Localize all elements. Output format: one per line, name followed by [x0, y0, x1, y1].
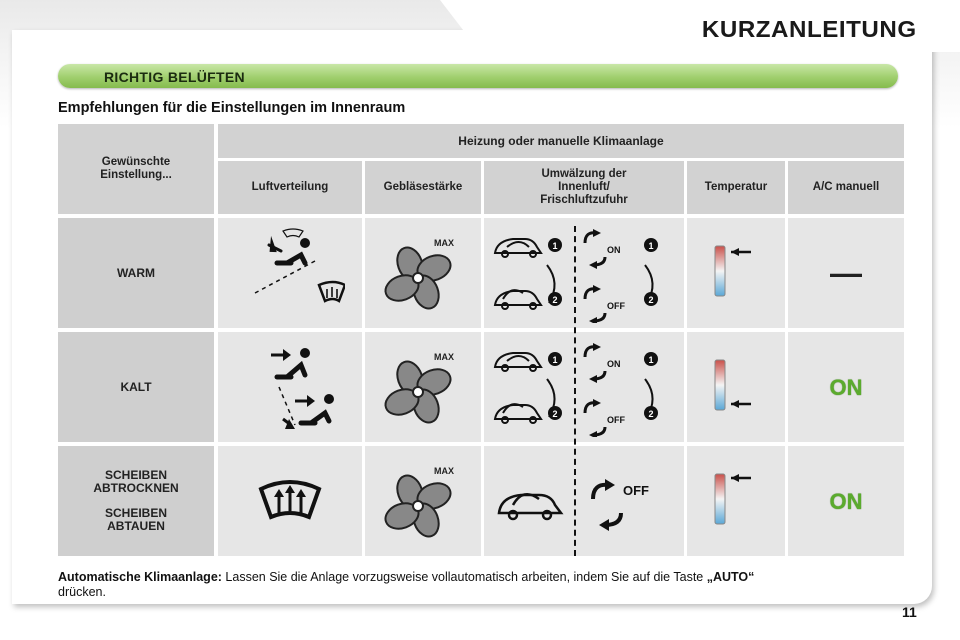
col-header-luftverteilung: Luftverteilung [218, 161, 362, 214]
fan-max-label: MAX [434, 466, 454, 476]
recirculation-divider [574, 226, 576, 556]
fan-max-label: MAX [434, 352, 454, 362]
temperature-gauge-hot-icon [701, 238, 771, 308]
row-label-defrost [58, 446, 214, 556]
footer-lead: Automatische Klimaanlage: [58, 570, 222, 584]
footer-note [58, 570, 918, 600]
step-2-badge: 2 [552, 295, 558, 305]
ac-off-dash: — [830, 254, 862, 291]
corner-header-label: Gewünschte Einstellung... [100, 156, 172, 181]
step-1-badge: 1 [648, 355, 654, 365]
col-header-umwaelzung-label: Umwälzung der Innenluft/ Frischluftzufuhr [540, 168, 628, 206]
fan-max-icon [378, 228, 468, 318]
temperature-gauge-hot-icon [701, 466, 771, 536]
cell-kalt-ac [788, 332, 904, 442]
row-label-warm: WARM [58, 218, 214, 328]
ac-on-badge: ON [829, 488, 863, 514]
fan-max-icon [378, 342, 468, 432]
cell-kalt-air-distribution [218, 332, 362, 442]
recirc-on-label: ON [607, 359, 621, 369]
fan-max-icon [378, 456, 468, 546]
fan-max-label: MAX [434, 238, 454, 248]
table-subtitle: Empfehlungen für die Einstellungen im Innenraum [58, 100, 406, 116]
cell-warm-temperature [687, 218, 785, 328]
recirc-off-label: OFF [623, 483, 649, 498]
cell-warm-fan [365, 218, 481, 328]
section-title: RICHTIG BELÜFTEN [104, 69, 245, 85]
cell-kalt-fan [365, 332, 481, 442]
recirc-on-label: ON [607, 245, 621, 255]
cell-defrost-recirculation [484, 446, 684, 556]
footer-auto-key: „AUTO“ [706, 570, 755, 584]
recirculation-sequence-icon [489, 337, 679, 437]
step-2-badge: 2 [648, 409, 654, 419]
recirc-off-label: OFF [607, 415, 625, 425]
step-1-badge: 1 [552, 241, 558, 251]
col-header-temperatur: Temperatur [687, 161, 785, 214]
cell-defrost-air-distribution [218, 446, 362, 556]
cell-defrost-fan [365, 446, 481, 556]
col-header-umwaelzung [484, 161, 684, 214]
row-label-abtauen: SCHEIBEN ABTAUEN [104, 506, 167, 533]
step-2-badge: 2 [552, 409, 558, 419]
ac-on-badge: ON [829, 374, 863, 400]
recirculation-sequence-icon [489, 223, 679, 323]
air-distribution-feet-windscreen-icon [235, 223, 345, 323]
cell-kalt-temperature [687, 332, 785, 442]
page-title: KURZANLEITUNG [702, 16, 918, 42]
group-header: Heizung oder manuelle Klimaanlage [218, 124, 904, 158]
settings-table [58, 124, 904, 556]
footer-tail: drücken. [58, 585, 106, 599]
step-2-badge: 2 [648, 295, 654, 305]
air-distribution-face-icon [235, 337, 345, 437]
fresh-air-recirc-off-icon [489, 461, 679, 541]
step-1-badge: 1 [648, 241, 654, 251]
cell-warm-ac [788, 218, 904, 328]
cell-kalt-recirculation [484, 332, 684, 442]
recirc-off-label: OFF [607, 301, 625, 311]
footer-text: Lassen Sie die Anlage vorzugsweise vollautomatisch arbeiten, indem Sie auf die Taste [221, 570, 707, 584]
col-header-geblaesestaerke: Gebläsestärke [365, 161, 481, 214]
temperature-gauge-cold-icon [701, 352, 771, 422]
cell-defrost-temperature [687, 446, 785, 556]
col-header-ac-manuell: A/C manuell [788, 161, 904, 214]
step-1-badge: 1 [552, 355, 558, 365]
row-label-abtrocknen: SCHEIBEN ABTROCKNEN [93, 468, 179, 495]
cell-warm-air-distribution [218, 218, 362, 328]
corner-header [58, 124, 214, 214]
row-label-kalt: KALT [58, 332, 214, 442]
page-number: 11 [902, 604, 917, 620]
windscreen-defrost-icon [255, 471, 325, 531]
cell-defrost-ac [788, 446, 904, 556]
cell-warm-recirculation [484, 218, 684, 328]
